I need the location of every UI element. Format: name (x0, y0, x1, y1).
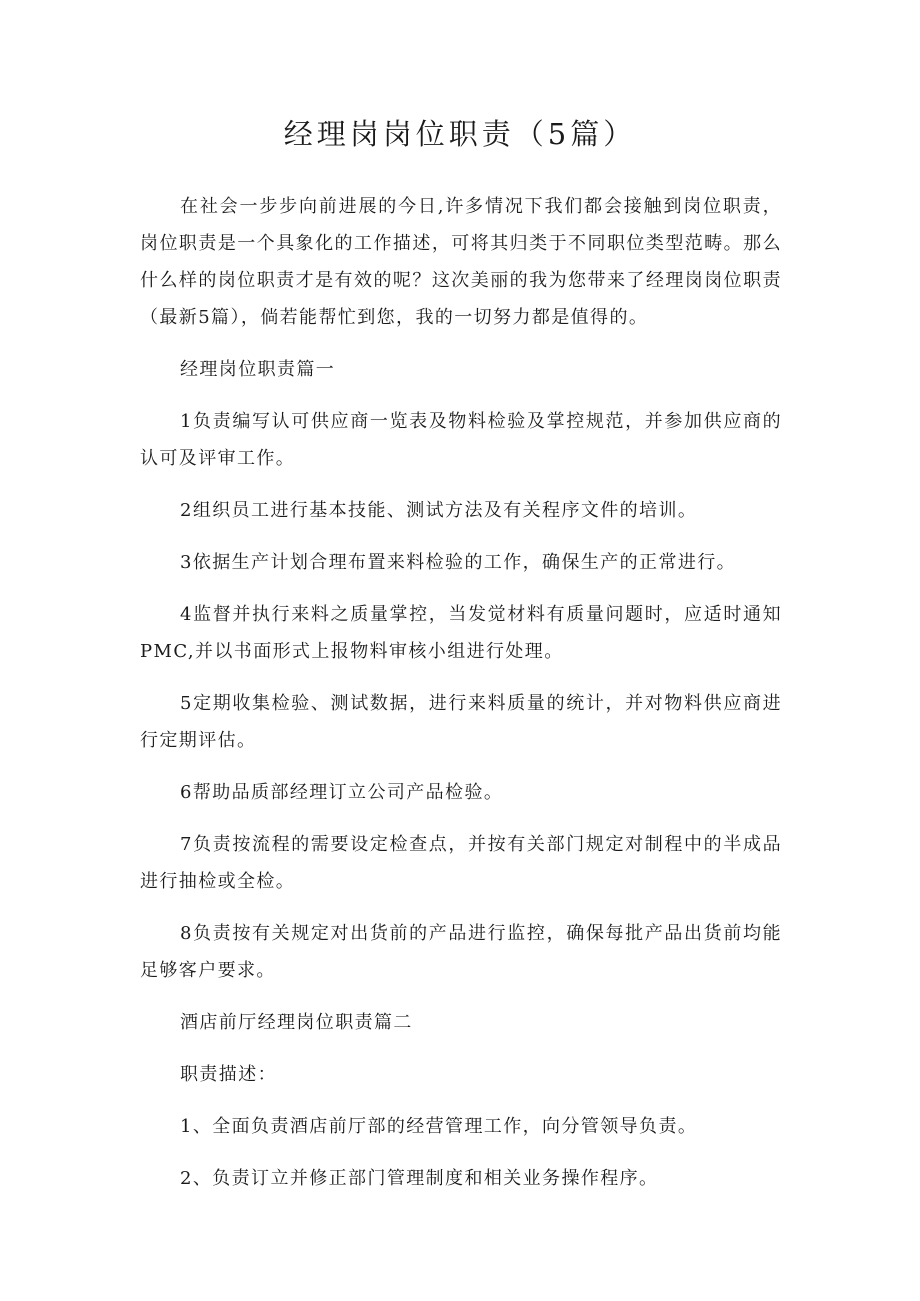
document-body (140, 188, 782, 1212)
section-heading: 酒店前厅经理岗位职责篇二 (180, 1012, 413, 1033)
duty-item: 3依据生产计划合理布置来料检验的工作，确保生产的正常进行。 (180, 552, 737, 573)
section-heading: 经理岗位职责篇一 (180, 359, 336, 380)
duty-item: 2、负责订立并修正部门管理制度和相关业务操作程序。 (180, 1168, 659, 1189)
duty-item: 4监督并执行来料之质量掌控，当发觉材料有质量问题时，应适时通知PMC,并以书面形式上报物料审核小组进行处理。 (140, 604, 782, 662)
duty-item: 2组织员工进行基本技能、测试方法及有关程序文件的培训。 (180, 500, 698, 521)
subheading: 职责描述： (180, 1064, 277, 1085)
document-title: 经理岗岗位职责（5篇） (283, 117, 637, 151)
duty-item: 6帮助品质部经理订立公司产品检验。 (180, 782, 504, 803)
duty-item: 5定期收集检验、测试数据，进行来料质量的统计，并对物料供应商进行定期评估。 (140, 693, 782, 751)
duty-item: 1负责编写认可供应商一览表及物料检验及掌控规范，并参加供应商的认可及评审工作。 (140, 411, 782, 469)
duty-item: 1、全面负责酒店前厅部的经营管理工作，向分管领导负责。 (180, 1116, 698, 1137)
duty-item: 7负责按流程的需要设定检查点，并按有关部门规定对制程中的半成品进行抽检或全检。 (140, 834, 782, 892)
intro-paragraph: 在社会一步步向前进展的今日,许多情况下我们都会接触到岗位职责，岗位职责是一个具象化的工作描述，可将其归类于不同职位类型范畴。那么什么样的岗位职责才是有效的呢？这次美丽的我为您带来了经理岗岗位职责（最新5篇），倘若能帮忙到您，我的一切努力都是值得的。 (140, 196, 782, 328)
duty-item: 8负责按有关规定对出货前的产品进行监控，确保每批产品出货前均能足够客户要求。 (140, 923, 782, 981)
